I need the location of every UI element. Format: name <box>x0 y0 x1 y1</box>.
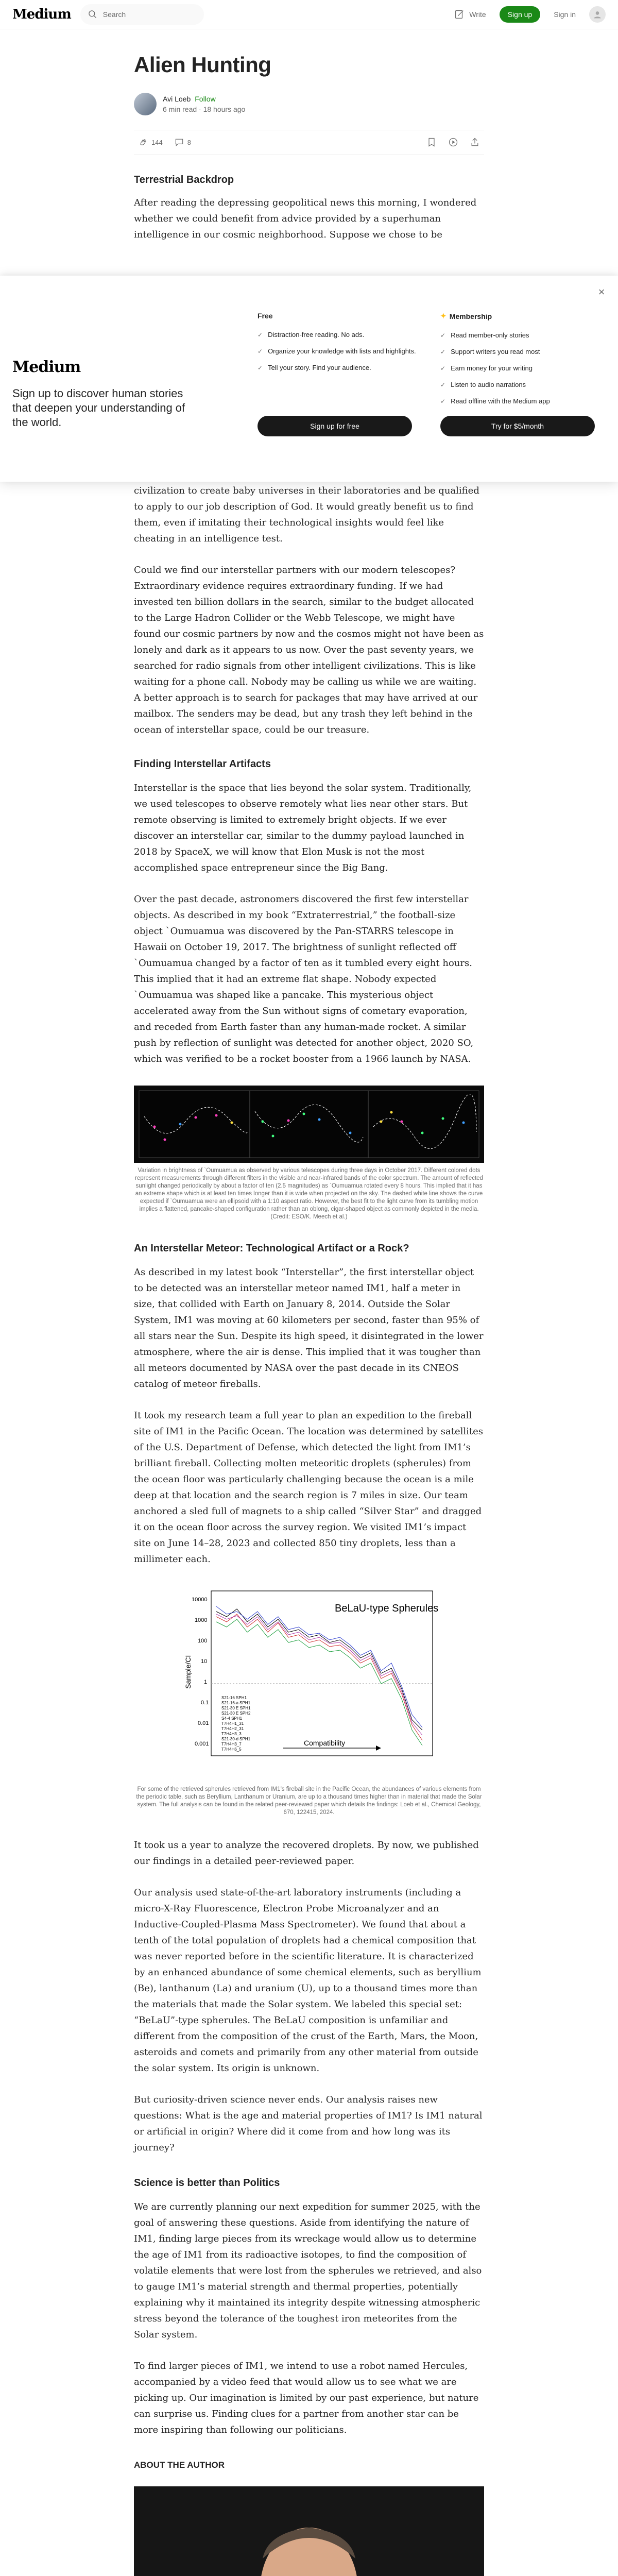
membership-title: Membership <box>449 312 492 320</box>
paragraph: Interstellar is the space that lies beyond the solar system. Traditionally, we used telescopes to observe remotely what lies near other stars. But remote observing is limited to extremely bright objects. If we ever discover an interstellar car, similar to the dummy payload launched in 2018 by SpaceX, we will know that Elon Musk is not the most accomplished space entrepreneur since the Big Bang. <box>134 783 472 873</box>
signup-overlay <box>0 276 618 482</box>
free-item: ✓ Organize your knowledge with lists and highlights. <box>258 347 416 355</box>
clap-count: 144 <box>151 138 163 146</box>
x-axis-label: Compatibility <box>304 1739 346 1747</box>
section-heading: ABOUT THE AUTHOR <box>134 2460 225 2470</box>
close-icon[interactable]: × <box>598 285 605 298</box>
check-icon: ✓ <box>258 364 263 371</box>
paragraph: To find larger pieces of IM1, we intend to use a robot named Hercules, accompanied by a video feed that would allow us to see what we are picking up. Our imagination is limited by our past experience, but nature can surprise us. Finding clues for a partner from another star can be more inspiring than following our politicians. <box>134 2361 479 2435</box>
signin-link[interactable]: Sign in <box>554 10 576 19</box>
signup-button[interactable]: Sign up <box>500 6 540 23</box>
figure-caption: Variation in brightness of `Oumuamua as observed by various telescopes during three days in October 2017. Different colored dots represent measurements through different filters in the visible and near-infrared bands of the color spectrum. The amount of reflected sunlight changed periodically by about a factor of ten (2.5 magnitudes) as `Oumuamua rotated every 8 hours. This implied that it has an extreme shape which is at least ten times longer than it is wide when projected on the sky. The dashed white line shows the curve expected if `Oumuamua were an ellipsoid with a 1:10 aspect ratio. However, the best fit to the light curve from its tumbling motion implies a flattened, pancake-shaped configuration rather than an oblong, cigar-shaped object as commonly depicted in the media. (Credit: ESO/K. Meech et al.) <box>135 1167 483 1220</box>
free-item: ✓ Tell your story. Find your audience. <box>258 364 371 371</box>
write-button[interactable] <box>454 9 486 20</box>
member-item: ✓ Read member-only stories <box>440 331 529 339</box>
legend-item: T7H4H3_7 <box>221 1742 242 1747</box>
membership-plan <box>440 312 605 451</box>
author-photo <box>134 2486 484 2576</box>
paragraph: As described in my latest book “Interstellar”, the first interstellar object to be detected was an interstellar meteor named IM1, half a meter in size, that collided with Earth on January 8, 2014. Outside the Solar System, IM1 was moving at 60 kilometers per second, faster than 95% of all stars near the Sun. Despite its high speed, it disintegrated in the lower atmosphere, where the air is dense. This implied that it was tougher than all meteors documented by NASA over the past decade in its CNEOS catalog of meteor fireballs. <box>134 1267 484 1389</box>
play-icon[interactable] <box>448 137 458 147</box>
paragraph: It took my research team a full year to plan an expedition to the fireball site of IM1 in the Pacific Ocean. The location was determined by satellites of the U.S. Department of Defense, which detected the light from IM1’s brilliant fireball. Collecting molten meteoritic droplets (spherules) from the ocean floor was particularly challenging because the ocean is a mile deep at that location and the search region is 7 miles in size. Our team anchored a sled full of magnets to a ship called “Silver Star” and dragged it on the ocean floor across the survey region. We visited IM1’s impact site on June 14–28, 2023 and collected 850 tiny droplets, less than a millimeter each. <box>134 1410 484 1565</box>
check-icon: ✓ <box>440 365 446 372</box>
byline <box>134 93 484 115</box>
paragraph: civilization to create baby universes in their laboratories and be qualified to apply to our job description of God. It would greatly benefit us to find them, even if imitating their technological insights would feel like cheating in an intelligence test. <box>134 485 479 544</box>
star-icon: ✦ <box>440 312 447 320</box>
follow-button[interactable]: Follow <box>195 95 216 103</box>
paragraph: Over the past decade, astronomers discovered the first few interstellar objects. As described in my book “Extraterrestrial,” the football-size object `Oumuamua was discovered by the Pan-STARRS telescope in Hawaii on October 19, 2017. The brightness of sunlight reflected off `Oumuamua changed by a factor of ten as it tumbled every eight hours. This implied that it had an extreme flat shape. Nobody expected `Oumuamua was shaped like a pancake. This mysterious object accelerated away from the Sun without signs of cometary evaporation, and receded from Earth faster than any human-made rocket. A similar push by reflection of sunlight was detected for another object, 2020 SO, which was verified to be a rocket booster from a 1966 launch by NASA. <box>134 894 474 1064</box>
clap-button[interactable] <box>138 137 163 147</box>
y-tick: 10 <box>201 1658 208 1665</box>
y-tick: 1000 <box>195 1617 208 1623</box>
member-item: ✓ Listen to audio narrations <box>440 381 526 388</box>
check-icon: ✓ <box>258 348 263 355</box>
section-heading: An Interstellar Meteor: Technological Artifact or a Rock? <box>134 1243 409 1254</box>
bookmark-icon[interactable] <box>426 137 437 147</box>
write-label: Write <box>469 10 486 19</box>
author-avatar[interactable] <box>134 93 157 115</box>
section-heading: Terrestrial Backdrop <box>134 174 234 185</box>
check-icon: ✓ <box>440 381 446 388</box>
article-body <box>134 483 484 2576</box>
legend-item: T7H4H2_31 <box>221 1726 244 1731</box>
legend-item: S21-16 SPH1 <box>221 1696 247 1700</box>
legend-item: T7H4H1_31 <box>221 1721 244 1726</box>
overlay-tagline: Sign up to discover human stories that deepen your understanding of the world. <box>12 387 185 429</box>
figure-spherules <box>134 1586 484 1817</box>
y-tick: 0.01 <box>198 1720 209 1726</box>
lightcurve-plot <box>134 1086 484 1163</box>
paragraph: Could we find our interstellar partners with our modern telescopes? Extraordinary evidence requires extraordinary funding. If we had invested ten billion dollars in the search, similar to the budget allocated to the Large Hadron Collider or the Webb Telescope, we might have found our cosmic partners by now and the cosmos might not have been as lonely and dark as it appears to us now. Over the past seventy years, we searched for radio signals from other intelligent civilizations. This is like waiting for a phone call. Nobody may be calling us while we are waiting. A better approach is to search for packages that may have arrived at our mailbox. The senders may be dead, but any trash they left behind in the ocean of interstellar space, could be our treasure. <box>134 565 484 735</box>
member-item: ✓ Read offline with the Medium app <box>440 397 550 405</box>
legend-item: S21-30 E SPH1 <box>221 1706 251 1710</box>
comment-count: 8 <box>187 138 191 146</box>
legend-item: S4-4 SPH1 <box>221 1716 243 1721</box>
action-bar <box>134 130 484 155</box>
legend-item: S21-30-d SPH1 <box>221 1737 251 1741</box>
chart-title: BeLaU-type Spherules <box>335 1603 438 1614</box>
check-icon: ✓ <box>440 398 446 405</box>
user-avatar-icon[interactable] <box>589 6 606 23</box>
y-tick: 100 <box>198 1638 208 1644</box>
spherules-chart <box>180 1586 438 1782</box>
paragraph: But curiosity-driven science never ends. Our analysis raises new questions: What is the age and material properties of IM1? Is IM1 natural or artificial in origin? Where did it come from and how long was its journey? <box>134 2094 483 2153</box>
y-tick: 0.1 <box>201 1700 209 1706</box>
spherules-plot <box>180 1586 438 1782</box>
member-item: ✓ Support writers you read most <box>440 348 540 355</box>
free-item: ✓ Distraction-free reading. No ads. <box>258 331 365 338</box>
author-name[interactable]: Avi Loeb <box>163 95 191 103</box>
share-icon[interactable] <box>470 137 480 147</box>
figure-caption: For some of the retrieved spherules retrieved from IM1’s fireball site in the Pacific Ocean, the abundances of various elements from the periodic table, such as Beryllium, Lanthanum or Uranium, are up to a thousand times higher than in material that made the Solar system. The full analysis can be found in the related peer-reviewed paper which details the findings: Loeb et al., Chemical Geology, 670, 122415, 2024. <box>136 1786 482 1816</box>
write-icon <box>454 9 465 20</box>
lightcurve-image <box>134 1086 484 1163</box>
y-tick: 0.001 <box>195 1741 209 1747</box>
clap-icon <box>138 137 148 147</box>
paragraph: Our analysis used state-of-the-art laboratory instruments (including a micro-X-Ray Fluorescence, Electron Probe Microanalyzer and an Inductive-Coupled-Plasma Mass Spectrometer). We found that about a tenth of the total population of droplets had a chemical composition that was never reported before in the scientific literature. It is characterized by an enhanced abundance of some chemical elements, such as beryllium (Be), lanthanum (La) and uranium (U), up to a thousand times more than the materials that made the Solar system. We labeled this special set: “BeLaU”-type spherules. The BeLaU composition is unfamiliar and different from the composition of the crust of the Earth, Mars, the Moon, asteroids and comets and primarily from any other material from outside the solar system. Its origin is unknown. <box>134 1887 482 2074</box>
search-icon <box>88 9 98 20</box>
search-placeholder: Search <box>102 10 126 19</box>
legend-item: T7H4H6_5 <box>221 1747 242 1752</box>
section-heading: Finding Interstellar Artifacts <box>134 758 271 770</box>
member-item: ✓ Earn money for your writing <box>440 364 533 372</box>
legend-item: T7H4H3_3 <box>221 1732 242 1736</box>
search-input[interactable] <box>80 4 204 25</box>
comment-icon <box>174 137 184 147</box>
paragraph: After reading the depressing geopolitical news this morning, I wondered whether we could benefit from advice provided by a superhuman intelligence in our cosmic neighborhood. Suppose we chose to be <box>134 197 477 240</box>
y-axis-label: Sample/CI <box>184 1655 192 1689</box>
nav-right <box>454 6 606 23</box>
check-icon: ✓ <box>440 332 446 339</box>
medium-logo[interactable]: Medium <box>12 7 71 22</box>
signup-free-button[interactable]: Sign up for free <box>258 416 412 436</box>
article-header <box>134 52 484 243</box>
free-plan <box>258 312 422 451</box>
check-icon: ✓ <box>440 348 446 355</box>
y-tick: 1 <box>204 1679 208 1685</box>
section-heading: Science is better than Politics <box>134 2177 280 2189</box>
check-icon: ✓ <box>258 331 263 338</box>
y-ticks <box>192 1597 209 1747</box>
author-portrait <box>134 2486 484 2576</box>
y-tick: 10000 <box>192 1597 208 1603</box>
article-title: Alien Hunting <box>134 53 271 77</box>
top-nav <box>0 0 618 29</box>
paragraph: It took us a year to analyze the recovered droplets. By now, we published our findings in a detailed peer-reviewed paper. <box>134 1840 479 1867</box>
paragraph: We are currently planning our next expedition for summer 2025, with the goal of answering these questions. Aside from identifying the nature of IM1, finding large pieces from its wreckage would allow us to determine the age of IM1 from its radioactive isotopes, to find the composition of volatile elements that were lost from the spherules we retrieved, and also to gauge IM1’s material strength and thermal properties, potentially explaining why it maintained its integrity despite witnessing atmospheric stress beyond the tolerance of the toughest iron meteorites from the Solar system. <box>134 2201 482 2340</box>
legend-item: S21-30 E SPH2 <box>221 1711 251 1716</box>
read-time: 6 min read · 18 hours ago <box>163 105 246 113</box>
overlay-medium-logo: Medium <box>12 358 81 376</box>
legend-item: S21-16-a SPH1 <box>221 1701 251 1705</box>
comments-button[interactable] <box>174 137 191 147</box>
free-plan-title: Free <box>258 312 273 320</box>
try-membership-button[interactable]: Try for $5/month <box>440 416 595 436</box>
figure-lightcurve <box>134 1086 484 1221</box>
